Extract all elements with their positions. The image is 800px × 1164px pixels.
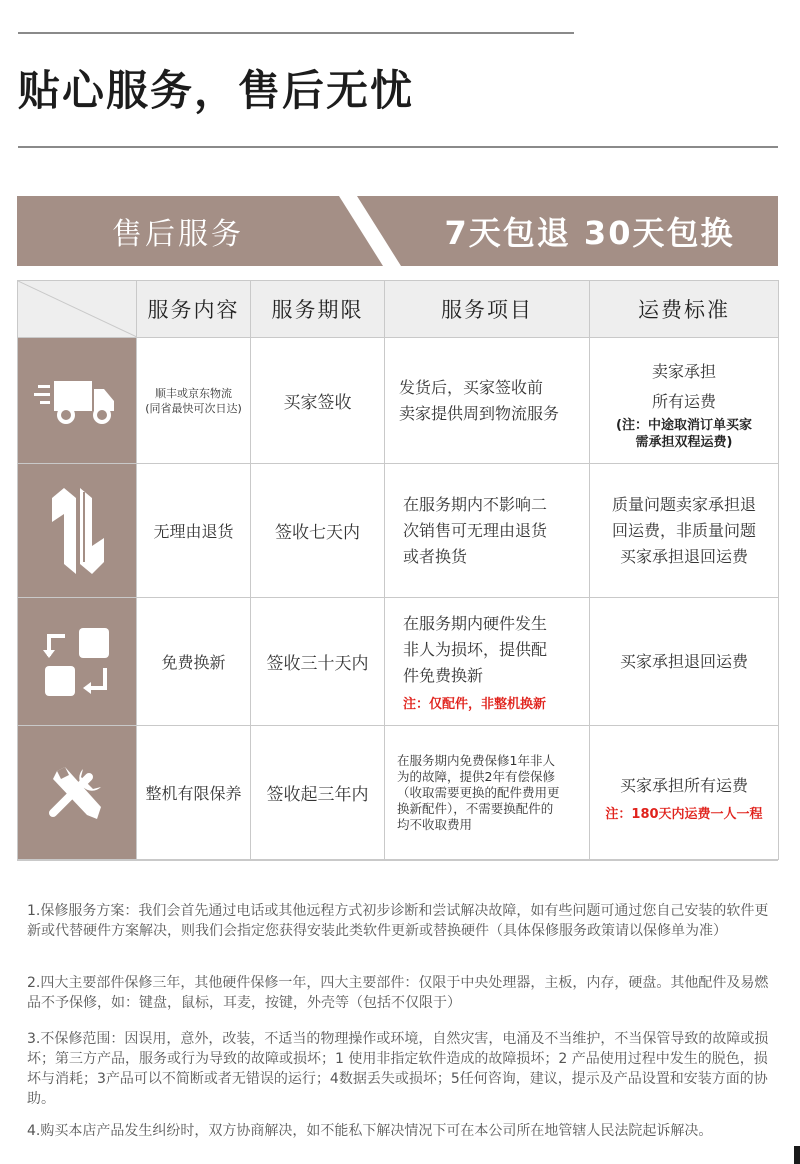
row-fee: 买家承担退回运费 xyxy=(590,598,779,726)
policy-notes xyxy=(17,860,778,1161)
column-header: 服务内容 xyxy=(137,281,251,338)
row-items: 在服务期内不影响二 次销售可无理由退货 或者换货 xyxy=(385,464,590,598)
row-items: 发货后，买家签收前 卖家提供周到物流服务 xyxy=(385,338,590,464)
column-header: 运费标准 xyxy=(590,281,779,338)
row-period: 签收三十天内 xyxy=(251,598,385,726)
corner-cell xyxy=(18,281,137,338)
row-items: 在服务期内硬件发生 非人为损坏，提供配 件免费换新 注：仅配件，非整机换新 xyxy=(385,598,590,726)
row-content: 整机有限保养 xyxy=(137,726,251,860)
note-paragraph: 4.购买本店产品发生纠纷时，双方协商解决，如不能私下解决情况下可在本公司所在地管辖人民法院起诉解决。 xyxy=(27,1123,713,1139)
row-content: 免费换新 xyxy=(137,598,251,726)
page-title: 贴心服务，售后无忧 xyxy=(18,66,415,115)
row-content: 无理由退货 xyxy=(137,464,251,598)
banner-right-label: 7天包退 30天包换 xyxy=(444,214,735,252)
banner-divider xyxy=(317,196,407,266)
table-row xyxy=(18,726,779,860)
table-header-row xyxy=(18,281,779,338)
title-underline xyxy=(18,146,778,148)
column-header: 服务期限 xyxy=(251,281,385,338)
item-note: 注：仅配件，非整机换新 xyxy=(403,697,547,712)
row-period: 签收七天内 xyxy=(251,464,385,598)
row-icon-cell xyxy=(18,464,137,598)
column-header: 服务项目 xyxy=(385,281,590,338)
fee-note: (注：中途取消订单买家 需承担双程运费) xyxy=(616,417,752,450)
return-arrows-icon xyxy=(42,488,112,574)
corner-diagonal xyxy=(18,281,137,337)
row-icon-cell xyxy=(18,338,137,464)
note-paragraph: 2.四大主要部件保修三年，其他硬件保修一年，四大主要部件：仅限于中央处理器，主板，内存，硬盘。其他配件及易燃品不予保修，如：键盘，鼠标，耳麦，按键，外壳等（包括不仅限于） xyxy=(27,975,769,1011)
row-fee: 质量问题卖家承担退 回运费，非质量问题 买家承担退回运费 xyxy=(590,464,779,598)
row-period: 签收起三年内 xyxy=(251,726,385,860)
row-period: 买家签收 xyxy=(251,338,385,464)
row-fee: 卖家承担 所有运费 (注：中途取消订单买家 需承担双程运费) xyxy=(590,338,779,464)
row-icon-cell xyxy=(18,598,137,726)
note-paragraph: 1.保修服务方案：我们会首先通过电话或其他远程方式初步诊断和尝试解决故障，如有些问题可通过您自己安装的软件更新或代替硬件方案解决，则我们会指定您获得安装此类软件更新或替换硬件（具体保修服务政策请以保修单为准） xyxy=(27,903,769,939)
delivery-truck-icon xyxy=(32,371,122,431)
banner-left-label: 售后服务 xyxy=(112,217,244,252)
table-row xyxy=(18,338,779,464)
row-icon-cell xyxy=(18,726,137,860)
service-table xyxy=(17,280,779,860)
row-fee: 买家承担所有运费 注：180天内运费一人一程 xyxy=(590,726,779,860)
repair-tools-icon xyxy=(47,763,107,823)
table-row xyxy=(18,598,779,726)
row-content: 顺丰或京东物流 (同省最快可次日达) xyxy=(137,338,251,464)
table-row xyxy=(18,464,779,598)
exchange-icon xyxy=(41,626,113,698)
row-items: 在服务期内免费保修1年非人 为的故障，提供2年有偿保修 （收取需要更换的配件费用更 换新配件），不需要换配件的 均不收取费用 xyxy=(385,726,590,860)
after-sales-banner xyxy=(17,196,778,266)
note-paragraph: 3.不保修范围：因误用，意外，改装，不适当的物理操作或环境，自然灾害，电涌及不当维护，不当保管导致的故障或损坏；第三方产品，服务或行为导致的故障或损坏；1 使用非指定软件造成的故障损坏；2 产品使用过程中发生的脱色，损坏与消耗；3产品可以不简断或者无错误的运行；4数据丢失或损坏；5任何咨询，建议，提示及产品设置和安装方面的协助。 xyxy=(27,1031,769,1107)
edge-mark xyxy=(794,1146,800,1164)
fee-note: 注：180天内运费一人一程 xyxy=(605,807,763,822)
top-rule xyxy=(18,32,574,34)
